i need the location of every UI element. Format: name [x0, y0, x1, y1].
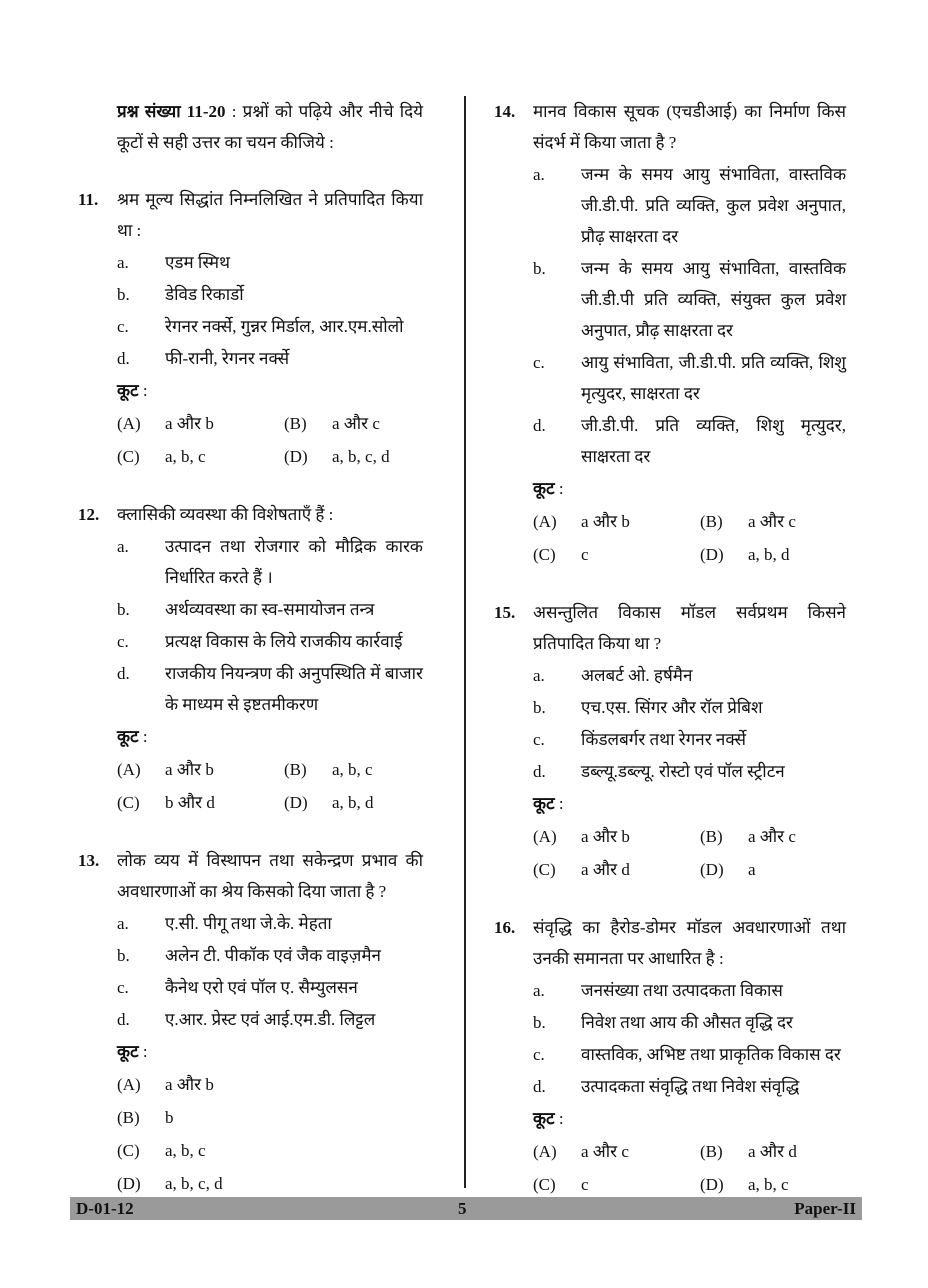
- page-footer: [70, 1197, 862, 1220]
- answer-text: a, b, c, d: [332, 447, 390, 466]
- statement-text: किंडलबर्गर तथा रेगनर नर्क्से: [581, 730, 747, 749]
- question-11: [78, 184, 423, 473]
- answer-choices: [494, 505, 846, 571]
- answer-label: (B): [117, 1108, 140, 1127]
- question-number: 15.: [494, 603, 516, 622]
- answer-choice[interactable]: [533, 505, 700, 538]
- statement-text: कैनेथ एरो एवं पॉल ए. सैम्युलसन: [165, 978, 358, 997]
- code-label-text: कूट: [117, 381, 139, 400]
- statement-label: c.: [117, 632, 129, 651]
- statement-text: उत्पादकता संवृद्धि तथा निवेश संवृद्धि: [581, 1077, 800, 1096]
- statement-text: उत्पादन तथा रोजगार को मौद्रिक कारक निर्धारित करते हैं ।: [165, 537, 423, 587]
- question-number: 14.: [494, 102, 516, 121]
- column-divider: [464, 96, 466, 1188]
- answer-label: (B): [284, 414, 307, 433]
- statement-item: [533, 159, 846, 252]
- statement-text: रेगनर नर्क्से, गुन्नर मिर्डाल, आर.एम.सोलो: [165, 317, 404, 336]
- answer-text: a और b: [165, 414, 214, 433]
- answer-choice[interactable]: [284, 786, 423, 819]
- statement-text: अलबर्ट ओ. हर्षमैन: [581, 666, 693, 685]
- answer-label: (B): [700, 1142, 723, 1161]
- statement-item: [533, 660, 846, 691]
- statement-label: a.: [533, 666, 545, 685]
- answer-choice[interactable]: [700, 538, 846, 571]
- right-column: [494, 96, 846, 1227]
- answer-choice[interactable]: [284, 753, 423, 786]
- statement-text: प्रत्यक्ष विकास के लिये राजकीय कार्रवाई: [165, 632, 403, 651]
- question-number: 11.: [78, 190, 99, 209]
- answer-choice[interactable]: [117, 786, 284, 819]
- answer-text: c: [581, 545, 589, 564]
- answer-label: (D): [284, 793, 308, 812]
- question-16: [494, 912, 846, 1201]
- statement-label: b.: [533, 698, 546, 717]
- answer-choices: [494, 1135, 846, 1201]
- answer-choice[interactable]: [533, 538, 700, 571]
- code-label: कूट :: [533, 794, 564, 813]
- answer-choice[interactable]: [117, 440, 284, 473]
- statement-text: डेविड रिकार्डो: [165, 285, 244, 304]
- question-text: लोक व्यय में विस्थापन तथा सकेन्द्रण प्रभाव की अवधारणाओं का श्रेय किसको दिया जाता है ?: [117, 851, 423, 901]
- answer-label: (B): [700, 827, 723, 846]
- statement-label: b.: [117, 600, 130, 619]
- answer-text: a और c: [748, 512, 796, 531]
- statement-item: [117, 311, 423, 342]
- statement-item: [533, 1071, 846, 1102]
- answer-choice[interactable]: [284, 440, 423, 473]
- statement-label: d.: [117, 664, 130, 683]
- instructions-text: : प्रश्नों को पढ़िये और नीचे दिये कूटों से सही उत्तर का चयन कीजिये :: [117, 102, 423, 152]
- code-label-text: कूट: [533, 794, 555, 813]
- answer-label: (D): [700, 545, 724, 564]
- answer-text: a और c: [581, 1142, 629, 1161]
- question-text: संवृद्धि का हैरोड-डोमर मॉडल अवधारणाओं तथा उनकी समानता पर आधारित है :: [533, 918, 846, 968]
- answer-label: (A): [117, 414, 141, 433]
- statement-item: [533, 692, 846, 723]
- statement-text: निवेश तथा आय की औसत वृद्धि दर: [581, 1013, 793, 1032]
- answer-choice[interactable]: [700, 505, 846, 538]
- statement-text: अलेन टी. पीकॉक एवं जैक वाइज़मैन: [165, 946, 381, 965]
- statement-item: [117, 626, 423, 657]
- question-number: 16.: [494, 918, 516, 937]
- statement-label: a.: [117, 253, 129, 272]
- statement-item: [117, 972, 423, 1003]
- statement-item: [533, 253, 846, 346]
- answer-label: (A): [533, 512, 557, 531]
- answer-text: a, b, d: [332, 793, 374, 812]
- instructions: [78, 96, 423, 158]
- answer-text: a और b: [165, 760, 214, 779]
- answer-text: a, b, c: [165, 447, 206, 466]
- statement-label: d.: [117, 1010, 130, 1029]
- answer-text: a और b: [165, 1075, 214, 1094]
- answer-choice[interactable]: [533, 820, 700, 853]
- statement-text: जी.डी.पी. प्रति व्यक्ति, शिशु मृत्युदर, साक्षरता दर: [581, 416, 846, 466]
- answer-text: a और c: [748, 827, 796, 846]
- question-number: 13.: [78, 851, 100, 870]
- statement-item: [533, 975, 846, 1006]
- answer-choice[interactable]: [700, 820, 846, 853]
- statement-item: [533, 410, 846, 472]
- answer-label: (C): [117, 793, 140, 812]
- statement-label: a.: [117, 914, 129, 933]
- answer-label: (C): [533, 545, 556, 564]
- answer-label: (D): [284, 447, 308, 466]
- statement-item: [117, 531, 423, 593]
- answer-text: a: [748, 860, 756, 879]
- statement-label: c.: [533, 353, 545, 372]
- answer-choice[interactable]: [284, 407, 423, 440]
- statement-label: d.: [533, 416, 546, 435]
- answer-text: a और d: [581, 860, 630, 879]
- answer-choice[interactable]: [533, 853, 700, 886]
- answer-choices: [78, 753, 423, 819]
- statement-label: d.: [117, 349, 130, 368]
- answer-text: a और b: [581, 512, 630, 531]
- statement-item: [533, 756, 846, 787]
- statement-label: c.: [533, 730, 545, 749]
- answer-label: (C): [533, 1175, 556, 1194]
- statement-text: जनसंख्या तथा उत्पादकता विकास: [581, 981, 783, 1000]
- answer-choices: [78, 1068, 423, 1200]
- left-column: [78, 96, 423, 1226]
- statement-item: [117, 343, 423, 374]
- answer-label: (C): [117, 447, 140, 466]
- answer-choice[interactable]: [117, 407, 284, 440]
- statement-text: डब्ल्यू.डब्ल्यू. रोस्टो एवं पॉल स्ट्रीटन: [581, 762, 785, 781]
- statement-item: [533, 1007, 846, 1038]
- code-label: कूट :: [117, 727, 148, 746]
- statement-label: b.: [533, 1013, 546, 1032]
- answer-choice[interactable]: [533, 1135, 700, 1168]
- answer-choice[interactable]: [117, 1134, 423, 1167]
- statement-text: वास्तविक, अभिष्ट तथा प्राकृतिक विकास दर: [581, 1045, 841, 1064]
- statement-label: b.: [117, 946, 130, 965]
- answer-choices: [494, 820, 846, 886]
- answer-text: a और b: [581, 827, 630, 846]
- answer-label: (B): [284, 760, 307, 779]
- statement-label: d.: [533, 1077, 546, 1096]
- question-text: श्रम मूल्य सिद्धांत निम्नलिखित ने प्रतिपादित किया था :: [117, 190, 423, 240]
- statement-item: [533, 1039, 846, 1070]
- answer-choices: [78, 407, 423, 473]
- answer-text: b और d: [165, 793, 215, 812]
- answer-label: (D): [117, 1174, 141, 1193]
- statement-item: [533, 724, 846, 755]
- statement-label: c.: [117, 978, 129, 997]
- answer-text: a और c: [332, 414, 380, 433]
- statement-item: [117, 279, 423, 310]
- statement-label: d.: [533, 762, 546, 781]
- answer-text: a, b, c: [748, 1175, 789, 1194]
- question-text: मानव विकास सूचक (एचडीआई) का निर्माण किस संदर्भ में किया जाता है ?: [533, 102, 846, 152]
- answer-choice[interactable]: [700, 1135, 846, 1168]
- page-number: 5: [458, 1199, 467, 1218]
- answer-choice[interactable]: [117, 1101, 423, 1134]
- code-label: कूट :: [533, 1109, 564, 1128]
- answer-choice[interactable]: [117, 1068, 423, 1101]
- statement-label: a.: [117, 537, 129, 556]
- statement-text: फी-रानी, रेगनर नर्क्से: [165, 349, 290, 368]
- answer-label: (A): [117, 760, 141, 779]
- statement-label: a.: [533, 165, 545, 184]
- answer-label: (C): [117, 1141, 140, 1160]
- answer-text: a, b, c, d: [165, 1174, 223, 1193]
- statement-item: [117, 1004, 423, 1035]
- code-label: कूट :: [533, 479, 564, 498]
- paper-label: Paper-II: [794, 1199, 856, 1218]
- answer-text: a और d: [748, 1142, 797, 1161]
- answer-label: (B): [700, 512, 723, 531]
- statement-item: [117, 658, 423, 720]
- statement-label: c.: [117, 317, 129, 336]
- statement-item: [117, 247, 423, 278]
- answer-choice[interactable]: [700, 853, 846, 886]
- answer-text: a, b, c: [165, 1141, 206, 1160]
- code-label-text: कूट: [533, 479, 555, 498]
- answer-label: (A): [533, 1142, 557, 1161]
- answer-label: (A): [533, 827, 557, 846]
- statement-text: जन्म के समय आयु संभाविता, वास्तविक जी.डी.पी. प्रति व्यक्ति, कुल प्रवेश अनुपात, प्रौढ़ साक्षरता दर: [581, 165, 846, 246]
- paper-code: D-01-12: [76, 1199, 134, 1218]
- statement-label: b.: [117, 285, 130, 304]
- answer-label: (D): [700, 860, 724, 879]
- answer-choice[interactable]: [117, 753, 284, 786]
- statement-item: [117, 940, 423, 971]
- code-label-text: कूट: [117, 1042, 139, 1061]
- statement-item: [533, 347, 846, 409]
- question-12: [78, 499, 423, 819]
- question-text: असन्तुलित विकास मॉडल सर्वप्रथम किसने प्रतिपादित किया था ?: [533, 603, 846, 653]
- answer-choice[interactable]: [117, 1167, 423, 1200]
- statement-text: जन्म के समय आयु संभाविता, वास्तविक जी.डी.पी प्रति व्यक्ति, संयुक्त कुल प्रवेश अनुपात, प्रौढ़ साक्षरता दर: [581, 259, 846, 340]
- code-label-text: कूट: [533, 1109, 555, 1128]
- statement-label: b.: [533, 259, 546, 278]
- answer-label: (A): [117, 1075, 141, 1094]
- question-text: क्लासिकी व्यवस्था की विशेषताएँ हैं :: [117, 505, 334, 524]
- code-label: कूट :: [117, 381, 148, 400]
- code-label: कूट :: [117, 1042, 148, 1061]
- statement-text: एच.एस. सिंगर और रॉल प्रेबिश: [581, 698, 763, 717]
- answer-text: a, b, d: [748, 545, 790, 564]
- statement-item: [117, 594, 423, 625]
- statement-text: राजकीय नियन्त्रण की अनुपस्थिति में बाजार के माध्यम से इष्टतमीकरण: [165, 664, 423, 714]
- answer-label: (D): [700, 1175, 724, 1194]
- statement-label: a.: [533, 981, 545, 1000]
- statement-text: आयु संभाविता, जी.डी.पी. प्रति व्यक्ति, शिशु मृत्युदर, साक्षरता दर: [581, 353, 846, 403]
- statement-text: ए.आर. प्रेस्ट एवं आई.एम.डी. लिट्टल: [165, 1010, 376, 1029]
- question-14: [494, 96, 846, 571]
- instructions-heading: प्रश्न संख्या 11-20: [117, 102, 226, 121]
- question-15: [494, 597, 846, 886]
- answer-text: b: [165, 1108, 174, 1127]
- code-label-text: कूट: [117, 727, 139, 746]
- statement-item: [117, 908, 423, 939]
- statement-text: अर्थव्यवस्था का स्व-समायोजन तन्त्र: [165, 600, 375, 619]
- statement-text: ए.सी. पीगू तथा जे.के. मेहता: [165, 914, 332, 933]
- answer-label: (C): [533, 860, 556, 879]
- answer-text: a, b, c: [332, 760, 373, 779]
- question-13: [78, 845, 423, 1200]
- statement-text: एडम स्मिथ: [165, 253, 230, 272]
- question-number: 12.: [78, 505, 100, 524]
- statement-label: c.: [533, 1045, 545, 1064]
- answer-text: c: [581, 1175, 589, 1194]
